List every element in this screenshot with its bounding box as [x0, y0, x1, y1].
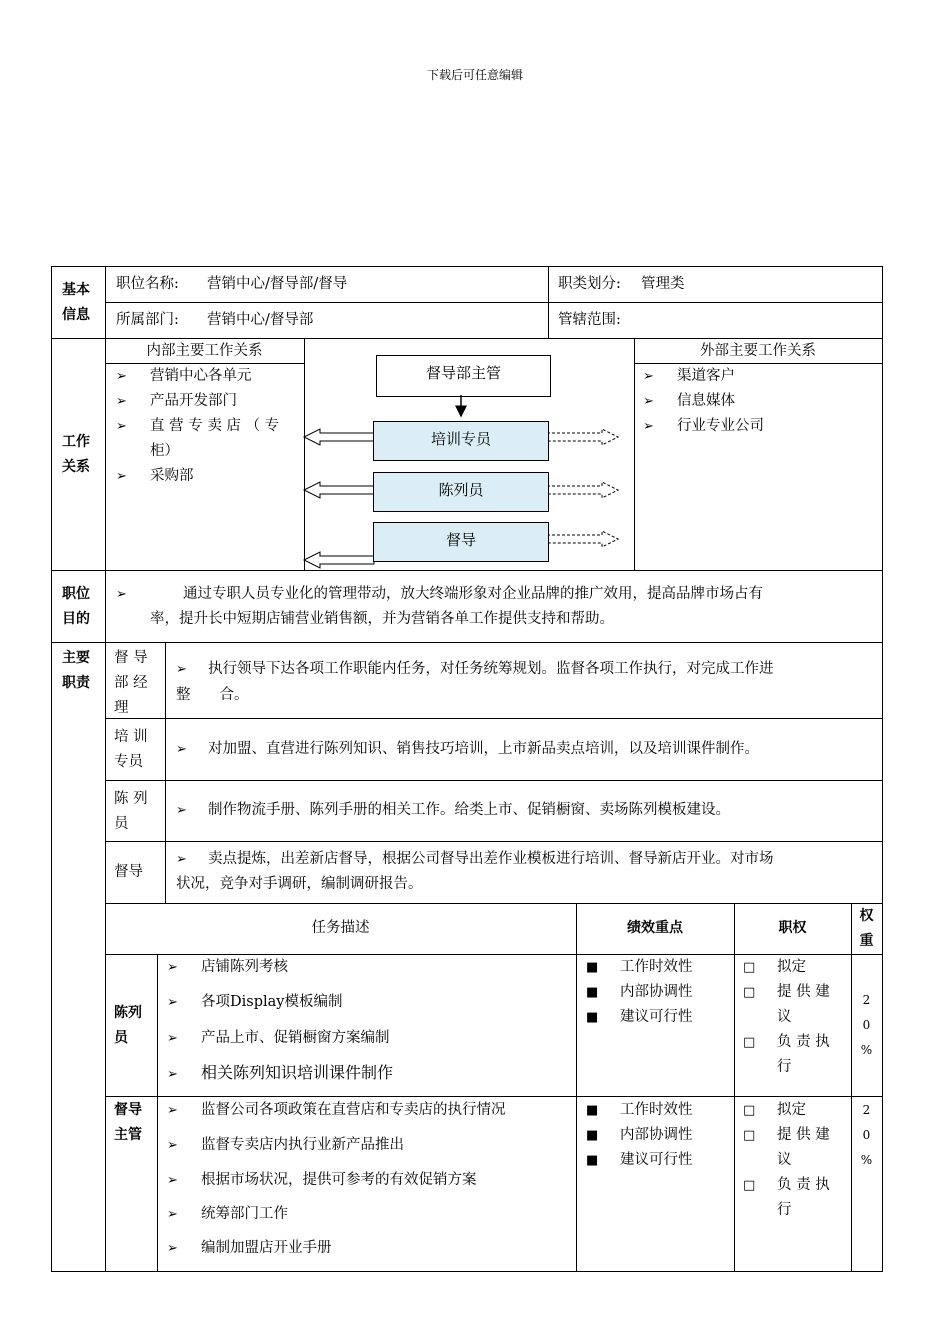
weight-char: %	[860, 1153, 873, 1167]
org-node-display: 陈列员	[373, 472, 549, 512]
auth-item: □ 提 供 建	[743, 980, 830, 1005]
checkbox-empty-icon: □	[743, 1103, 756, 1118]
kpi-item: ■ 工作时效性	[586, 1098, 693, 1123]
bullet-arrow-icon: ➢	[643, 419, 654, 434]
purpose-line-2: 率，提升长中短期店铺营业销售额，并为营销各单工作提供支持和帮助。	[150, 611, 614, 627]
purpose-label-1: 职位	[62, 586, 90, 602]
bullet-arrow-icon: ➢	[167, 960, 178, 975]
header-note: 下载后可任意编辑	[426, 68, 523, 82]
internal-item-cont: 柜）	[150, 443, 179, 459]
kpi-item: ■ 工作时效性	[586, 955, 693, 980]
bullet-arrow-icon: ➢	[116, 369, 127, 384]
duty-text: 卖点提炼，出差新店督导，根据公司督导出差作业模板进行培训、督导新店开业。对市场	[208, 851, 774, 867]
task-role: 员	[114, 1030, 128, 1046]
kpi-item: ■ 内部协调性	[586, 1123, 693, 1148]
checkbox-empty-icon: □	[743, 985, 756, 1000]
checkbox-empty-icon: □	[743, 1035, 756, 1050]
relations-label-1: 工作	[62, 434, 90, 450]
basic-label-1: 基本	[62, 282, 90, 298]
filled-square-icon: ■	[586, 985, 599, 1000]
external-item: ➢ 信息媒体	[643, 389, 735, 414]
purpose-line-1: 通过专职人员专业化的管理带动，放大终端形象对企业品牌的推广效用，提高品牌市场占有	[183, 586, 763, 602]
category-value: 管理类	[641, 276, 685, 292]
scope-label: 管辖范围:	[558, 312, 621, 328]
basic-label-2: 信息	[62, 307, 90, 323]
weight-char: 0	[862, 1128, 871, 1142]
duty-role: 督 导	[114, 650, 148, 666]
bullet-arrow-icon: ➢	[167, 1138, 178, 1153]
auth-item-cont: 议	[777, 1152, 792, 1168]
task-role: 陈列	[114, 1005, 142, 1021]
position-title-value: 营销中心/督导部/督导	[207, 276, 348, 292]
org-head-box: 督导部主管	[376, 355, 551, 397]
weight-char: %	[860, 1043, 873, 1057]
internal-item: ➢ 直 营 专 卖 店 （ 专	[116, 414, 279, 439]
checkbox-empty-icon: □	[743, 960, 756, 975]
duty-role: 员	[114, 816, 129, 832]
weight-char: 0	[862, 1018, 871, 1032]
internal-relations-title: 内部主要工作关系	[146, 343, 263, 359]
task-item: ➢ 产品上市、促销橱窗方案编制	[167, 1026, 390, 1051]
duty-text: 对加盟、直营进行陈列知识、销售技巧培训，上市新品卖点培训，以及培训课件制作。	[208, 741, 759, 757]
task-item: ➢ 监督专卖店内执行业新产品推出	[167, 1133, 404, 1158]
auth-item-cont: 行	[777, 1202, 792, 1218]
bullet-arrow-icon: ➢	[176, 742, 187, 757]
duty-role: 培 训	[114, 729, 148, 745]
external-item: ➢ 行业专业公司	[643, 414, 764, 439]
auth-item-cont: 议	[777, 1009, 792, 1025]
weight-char: 2	[862, 1103, 871, 1117]
bullet-arrow-icon: ➢	[167, 1241, 178, 1256]
bullet-arrow-icon: ➢	[167, 1173, 178, 1188]
bullet-arrow-icon: ➢	[167, 1103, 178, 1118]
task-item: ➢ 监督公司各项政策在直营店和专卖店的执行情况	[167, 1098, 506, 1123]
filled-square-icon: ■	[586, 1153, 599, 1168]
auth-item: □ 拟定	[743, 1098, 806, 1123]
tasks-header-weight: 权	[859, 908, 874, 924]
filled-square-icon: ■	[586, 960, 599, 975]
internal-item: ➢ 产品开发部门	[116, 389, 237, 414]
tasks-header-weight: 重	[859, 933, 874, 949]
auth-item: □ 负 责 执	[743, 1173, 830, 1198]
weight-char: 2	[862, 993, 871, 1007]
external-item: ➢ 渠道客户	[643, 364, 735, 389]
relations-label-2: 关系	[62, 459, 90, 475]
category-label: 职类划分:	[558, 276, 621, 292]
duty-role: 部 经	[114, 675, 148, 691]
filled-square-icon: ■	[586, 1103, 599, 1118]
duties-label-1: 主要	[62, 650, 90, 666]
tasks-header-authority: 职权	[778, 920, 807, 936]
internal-item: ➢ 采购部	[116, 464, 194, 489]
task-item: ➢ 根据市场状况，提供可参考的有效促销方案	[167, 1168, 477, 1193]
tasks-header-desc: 任务描述	[311, 920, 370, 936]
task-item: ➢ 店铺陈列考核	[167, 955, 288, 980]
tasks-header-kpi: 绩效重点	[627, 920, 683, 936]
bullet-arrow-icon: ➢	[116, 587, 127, 602]
bullet-arrow-icon: ➢	[176, 803, 187, 818]
external-relations-title: 外部主要工作关系	[700, 343, 816, 359]
task-item: ➢ 各项Display模板编制	[167, 990, 342, 1015]
kpi-item: ■ 建议可行性	[586, 1148, 693, 1173]
dept-value: 营销中心/督导部	[207, 312, 314, 328]
filled-square-icon: ■	[586, 1128, 599, 1143]
checkbox-empty-icon: □	[743, 1128, 756, 1143]
checkbox-empty-icon: □	[743, 1178, 756, 1193]
kpi-item: ■ 建议可行性	[586, 1005, 693, 1030]
duties-label-2: 职责	[62, 675, 90, 691]
duty-role: 专员	[114, 754, 143, 770]
purpose-label-2: 目的	[62, 611, 90, 627]
auth-item: □ 负 责 执	[743, 1030, 830, 1055]
bullet-arrow-icon: ➢	[167, 1067, 178, 1082]
org-node-trainer: 培训专员	[373, 421, 549, 461]
task-item: ➢ 统筹部门工作	[167, 1202, 288, 1227]
kpi-item: ■ 内部协调性	[586, 980, 693, 1005]
bullet-arrow-icon: ➢	[116, 419, 127, 434]
duty-text: 状况，竞争对手调研，编制调研报告。	[176, 876, 423, 892]
internal-item: ➢ 营销中心各单元	[116, 364, 252, 389]
auth-item-cont: 行	[777, 1059, 792, 1075]
bullet-arrow-icon: ➢	[167, 1031, 178, 1046]
bullet-arrow-icon: ➢	[643, 369, 654, 384]
duty-role: 陈 列	[114, 791, 148, 807]
dept-label: 所属部门:	[116, 312, 179, 328]
bullet-arrow-icon: ➢	[176, 852, 187, 867]
task-role: 督导	[114, 1102, 142, 1118]
auth-item: □ 提 供 建	[743, 1123, 830, 1148]
bullet-arrow-icon: ➢	[643, 394, 654, 409]
duty-role: 理	[114, 700, 129, 716]
bullet-arrow-icon: ➢	[167, 995, 178, 1010]
filled-square-icon: ■	[586, 1010, 599, 1025]
duty-role: 督导	[114, 864, 143, 880]
duty-text: 执行领导下达各项工作职能内任务，对任务统筹规划。监督各项工作执行，对完成工作进	[208, 661, 774, 677]
bullet-arrow-icon: ➢	[176, 662, 187, 677]
task-role: 主管	[114, 1127, 142, 1143]
duty-text: 制作物流手册、陈列手册的相关工作。给类上市、促销橱窗、卖场陈列模板建设。	[208, 802, 730, 818]
duty-text: 整 合。	[176, 687, 249, 703]
org-node-supervisor: 督导	[373, 522, 549, 562]
position-title-label: 职位名称:	[116, 276, 179, 292]
auth-item: □ 拟定	[743, 955, 806, 980]
bullet-arrow-icon: ➢	[116, 394, 127, 409]
task-item: ➢ 相关陈列知识培训课件制作	[167, 1060, 393, 1087]
bullet-arrow-icon: ➢	[167, 1207, 178, 1222]
task-item: ➢ 编制加盟店开业手册	[167, 1236, 332, 1261]
bullet-arrow-icon: ➢	[116, 469, 127, 484]
